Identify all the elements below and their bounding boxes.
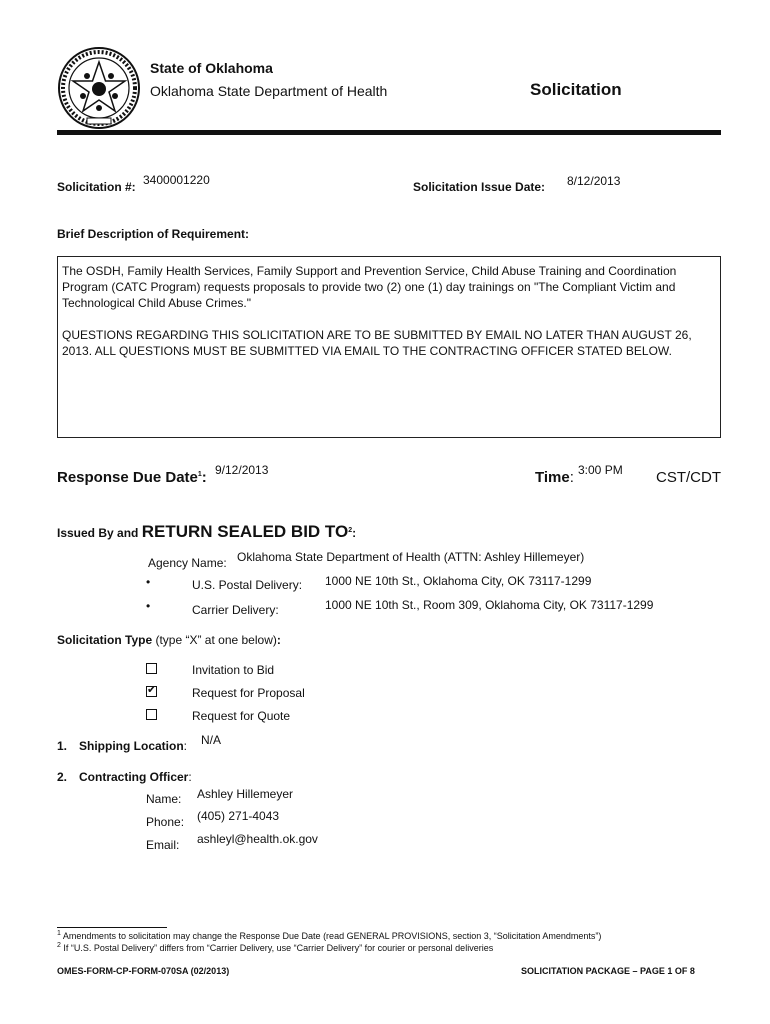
invitation-to-bid-label: Invitation to Bid: [192, 663, 275, 677]
oklahoma-state-seal: [57, 46, 141, 130]
postal-delivery-label: U.S. Postal Delivery:: [192, 578, 303, 592]
request-for-quote-checkbox[interactable]: [146, 709, 157, 720]
header-rule: [57, 130, 721, 135]
officer-name-value: Ashley Hillemeyer: [197, 787, 294, 801]
bullet-icon: •: [146, 599, 151, 613]
carrier-delivery-value: 1000 NE 10th St., Room 309, Oklahoma City, OK 73117-1299: [325, 598, 654, 612]
solicitation-type-label: Solicitation Type (type “X” at one below):: [57, 633, 281, 647]
shipping-location-label: Shipping Location:: [79, 739, 187, 753]
officer-phone-label: Phone:: [146, 815, 185, 829]
response-due-value: 9/12/2013: [215, 463, 269, 477]
form-id: OMES-FORM-CP-FORM-070SA (02/2013): [57, 966, 230, 976]
shipping-location-value: N/A: [201, 733, 222, 747]
description-box: [57, 256, 721, 438]
state-name: State of Oklahoma: [150, 60, 273, 76]
description-paragraph: The OSDH, Family Health Services, Family Support and Prevention Service, Child Abuse Training and Coordination Program (CATC Program) requests proposals to provide two (2) one (1) day trainings on "The Compliant Victim and Technological Child Abuse Crimes.": [62, 264, 677, 310]
response-due-label: Response Due Date$^1$:: [57, 469, 207, 486]
issued-by-heading: Issued By and RETURN SEALED BID $TO^2$:: [57, 522, 357, 541]
solicitation-number-value: 3400001220: [143, 173, 210, 187]
invitation-to-bid-checkbox[interactable]: [146, 663, 157, 674]
questions-notice: QUESTIONS REGARDING THIS SOLICITATION ARE TO BE SUBMITTED BY EMAIL NO LATER THAN AUGUST 26, 2013. ALL QUESTIONS MUST BE SUBMITTED VIA EMAIL TO THE CONTRACTING OFFICER STATED BELOW.: [62, 328, 692, 358]
agency-name-value: Oklahoma State Department of Health (ATTN: Ashley Hillemeyer): [237, 550, 585, 564]
agency-name-label: Agency Name:: [148, 556, 227, 570]
contracting-officer-label: Contracting Officer:: [79, 770, 192, 784]
page-number: SOLICITATION PACKAGE – PAGE 1 OF 8: [521, 966, 695, 976]
officer-number: 2.: [57, 770, 68, 784]
form-title: Solicitation: [530, 80, 622, 99]
postal-delivery-value: 1000 NE 10th St., Oklahoma City, OK 73117-1299: [325, 574, 592, 588]
time-value: 3:00 PM: [578, 463, 623, 477]
issue-date-value: 8/12/2013: [567, 174, 621, 188]
request-for-proposal-checkbox[interactable]: [146, 686, 157, 697]
request-for-proposal-label: Request for Proposal: [192, 686, 305, 700]
solicitation-number-label: Solicitation #:: [57, 180, 136, 194]
officer-email-value[interactable]: ashleyl@health.ok.gov: [197, 832, 318, 846]
request-for-quote-label: Request for Quote: [192, 709, 291, 723]
time-label: Time:: [535, 469, 574, 486]
footnote-ref-1: 1: [197, 471, 202, 478]
description-label: Brief Description of Requirement:: [57, 227, 250, 241]
bullet-icon: •: [146, 575, 151, 589]
shipping-number: 1.: [57, 739, 68, 753]
timezone: CST/CDT: [656, 469, 721, 486]
officer-email-label: Email:: [146, 838, 180, 852]
issue-date-label: Solicitation Issue Date:: [413, 180, 546, 194]
carrier-delivery-label: Carrier Delivery:: [192, 603, 279, 617]
officer-name-label: Name:: [146, 792, 182, 806]
footnote-rule: [57, 927, 167, 928]
department-name: Oklahoma State Department of Health: [150, 83, 388, 99]
checkmark-icon: ✔: [147, 684, 157, 696]
footnote-2: $^2$ If “U.S. Postal Delivery” differs from “Carrier Delivery, use “Carrier Delivery” for courier or personal deliveries: [57, 942, 494, 953]
officer-phone-value: (405) 271-4043: [197, 809, 280, 823]
footnote-1: $^1$ Amendments to solicitation may change the Response Due Date (read GENERAL PROVISIONS, section 3, “Solicitation Amendments”): [57, 930, 602, 941]
